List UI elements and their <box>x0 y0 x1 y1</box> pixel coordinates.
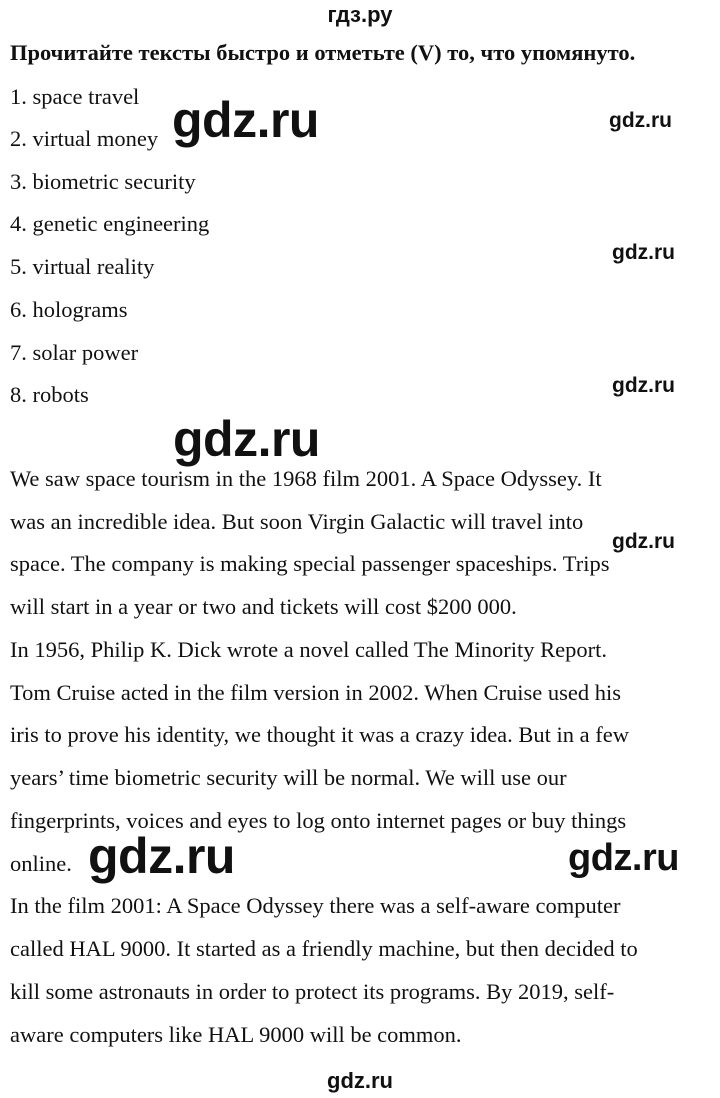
text-line-5: In 1956, Philip K. Dick wrote a novel called The Minority Report. <box>10 637 607 662</box>
watermark-big-2: gdz.ru <box>173 411 320 467</box>
list-item-5: 5. virtual reality <box>10 254 155 279</box>
watermark-small-3: gdz.ru <box>612 374 675 397</box>
text-line-8: years’ time biometric security will be normal. We will use our <box>10 765 567 790</box>
text-line-10: online. <box>10 851 72 876</box>
watermark-big-1: gdz.ru <box>172 92 319 148</box>
text-line-11: In the film 2001: A Space Odyssey there was a self-aware computer <box>10 893 621 918</box>
text-line-4: will start in a year or two and tickets will cost $200 000. <box>10 594 517 619</box>
list-item-6: 6. holograms <box>10 297 128 322</box>
list-item-1: 1. space travel <box>10 84 140 109</box>
text-line-6: Tom Cruise acted in the film version in 2002. When Cruise used his <box>10 680 622 705</box>
text-line-2: was an incredible idea. But soon Virgin Galactic will travel into <box>10 509 584 534</box>
footer-watermark: gdz.ru <box>327 1068 393 1093</box>
site-header: гдз.ру <box>327 2 393 27</box>
watermark-big-3: gdz.ru <box>88 828 235 884</box>
watermark-small-2: gdz.ru <box>612 241 675 264</box>
list-item-3: 3. biometric security <box>10 169 196 194</box>
list-item-2: 2. virtual money <box>10 126 159 151</box>
watermark-small-4: gdz.ru <box>612 530 675 553</box>
text-line-3: space. The company is making special passenger spaceships. Trips <box>10 551 610 576</box>
watermark-small-1: gdz.ru <box>609 109 672 132</box>
text-line-12: called HAL 9000. It started as a friendly machine, but then decided to <box>10 936 638 961</box>
watermark-medium: gdz.ru <box>568 837 679 879</box>
list-item-7: 7. solar power <box>10 340 139 365</box>
text-line-9: fingerprints, voices and eyes to log onto internet pages or buy things <box>10 808 627 833</box>
list-item-4: 4. genetic engineering <box>10 211 210 236</box>
text-line-14: aware computers like HAL 9000 will be common. <box>10 1022 462 1047</box>
task-title: Прочитайте тексты быстро и отметьте (V) то, что упомянуто. <box>10 40 636 65</box>
text-line-13: kill some astronauts in order to protect its programs. By 2019, self- <box>10 979 615 1004</box>
text-line-1: We saw space tourism in the 1968 film 2001. A Space Odyssey. It <box>10 466 602 491</box>
text-line-7: iris to prove his identity, we thought it was a crazy idea. But in a few <box>10 722 630 747</box>
list-item-8: 8. robots <box>10 382 89 407</box>
